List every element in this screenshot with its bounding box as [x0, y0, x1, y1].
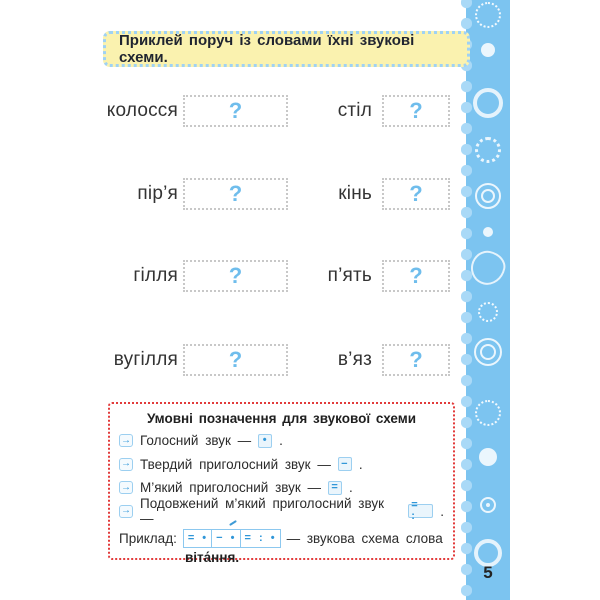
legend-example-line	[119, 526, 444, 550]
scheme-answer-box[interactable]	[183, 95, 288, 127]
question-placeholder: ?	[228, 347, 243, 372]
dotted-circle-icon	[478, 302, 498, 322]
scheme-cell: = •	[187, 531, 208, 544]
scheme-answer-box[interactable]	[382, 178, 450, 210]
scheme-answer-box[interactable]	[382, 260, 450, 292]
arrow-bullet-icon: →	[121, 458, 131, 470]
word-piat: п’ять	[327, 265, 372, 286]
concentric-circles-icon	[475, 183, 501, 209]
word-viaz: в’яз	[337, 349, 372, 370]
decorative-sidebar	[466, 0, 510, 600]
scheme-answer-box[interactable]	[382, 344, 450, 376]
filled-dot-icon	[481, 43, 495, 57]
legend-title: Умовні позначення для звукової схеми	[146, 411, 417, 426]
legend-box	[108, 402, 455, 565]
word-hillia: гілля	[133, 265, 178, 286]
legend-item-hard-consonant	[119, 453, 444, 477]
example-suffix: — звукова схема слова	[286, 530, 443, 546]
question-placeholder: ?	[409, 263, 423, 288]
filled-dot-icon	[479, 448, 497, 466]
blob-outline-icon	[468, 248, 508, 288]
swirl-icon	[480, 497, 496, 513]
arrow-bullet-icon: →	[121, 505, 131, 517]
scheme-answer-box[interactable]	[183, 344, 288, 376]
legend-item-label: Голосний звук —	[140, 433, 252, 449]
question-placeholder: ?	[228, 263, 243, 288]
question-placeholder: ?	[228, 98, 243, 123]
dotted-circle-icon	[475, 2, 501, 28]
vowel-symbol: •	[258, 434, 272, 448]
legend-item-label: Твердий приголосний звук —	[140, 456, 331, 472]
dotted-gear-icon	[475, 137, 501, 163]
legend-item-period: .	[279, 433, 283, 449]
word-kolossia: колосся	[106, 100, 178, 121]
question-placeholder: ?	[409, 98, 423, 123]
scheme-answer-box[interactable]	[183, 260, 288, 292]
example-prefix: Приклад:	[119, 530, 177, 546]
example-sound-scheme	[183, 529, 281, 548]
arrow-bullet-icon: →	[121, 434, 131, 446]
word-vuhillia: вугілля	[113, 349, 178, 370]
ring-icon	[473, 88, 503, 118]
legend-item-label: М’який приголосний звук —	[140, 480, 322, 496]
legend-item-period: .	[358, 456, 363, 472]
legend-item-period: .	[349, 480, 353, 496]
hard-consonant-symbol: −	[338, 457, 352, 471]
task-instruction-banner	[103, 31, 470, 67]
scheme-cell-stressed: − •	[211, 530, 239, 547]
dotted-circle-icon	[475, 400, 501, 426]
scheme-answer-box[interactable]	[183, 178, 288, 210]
page-number: 5	[483, 563, 493, 582]
word-stil: стіл	[337, 100, 372, 121]
concentric-circles-icon	[474, 338, 502, 366]
legend-item-label: Подовжений м’який приголосний звук —	[140, 496, 384, 527]
arrow-bullet-icon: →	[121, 481, 131, 493]
scheme-cell: = : •	[240, 530, 280, 547]
task-instruction-text: Приклей поруч із словами їхні звукові схеми.	[119, 32, 415, 66]
example-word: віта́ння.	[185, 550, 240, 565]
legend-item-vowel	[119, 429, 444, 453]
filled-dot-icon	[483, 227, 493, 237]
legend-item-period: .	[440, 503, 444, 519]
word-kin: кінь	[338, 183, 372, 204]
question-placeholder: ?	[409, 181, 423, 206]
legend-item-long-soft-consonant	[119, 496, 444, 527]
scheme-answer-box[interactable]	[382, 95, 450, 127]
question-placeholder: ?	[409, 347, 423, 372]
scalloped-edge	[461, 0, 472, 600]
word-piria: пір’я	[137, 183, 178, 204]
soft-consonant-symbol: =	[328, 481, 342, 495]
long-soft-consonant-symbol: = :	[408, 504, 433, 518]
question-placeholder: ?	[228, 181, 243, 206]
